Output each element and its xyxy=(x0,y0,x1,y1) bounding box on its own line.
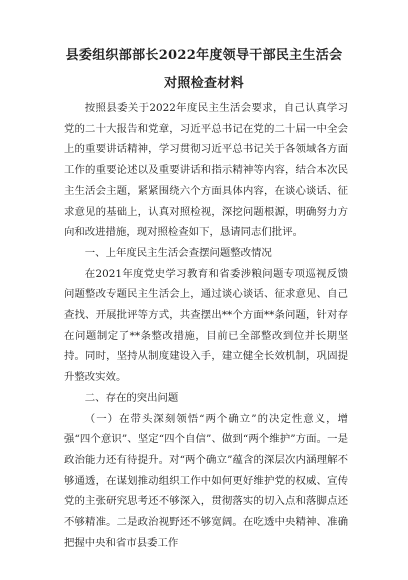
section1-paragraph: 在2021年度党史学习教育和省委涉粮问题专项巡视反馈问题整改专题民主生活会上，通过谈心谈话、征求意见、自己查找、开展批评等方式，共查摆出**个方面**条问题，针对存在问题制定了**条整改措施，目前已全部整改到位并长期坚持。同时，坚持从制度建设入手，建立健全长效机制，巩固提升整改实效。 xyxy=(64,267,348,384)
section-heading-1: 一、上年度民主生活会查摆问题整改情况 xyxy=(84,246,272,259)
section2-paragraph: （一）在带头深刻领悟“两个确立”的决定性意义，增强“四个意识”、坚定“四个自信”、做到“两个维护”方面。一是政治能力还有待提升。对“两个确立”蕴含的深层次内涵理解不够通透，在谋划推动组织工作中如何更好维护党的权威、宣传党的主张研究思考还不够深入，贯彻落实的切入点和落脚点还不够精准。二是政治视野还不够宽阔。在吃透中央精神、准确把握中央和省市县委工作 xyxy=(64,412,348,549)
section-heading-2: 二、存在的突出问题 xyxy=(84,391,179,404)
document-subtitle: 对照检查材料 xyxy=(164,76,244,91)
document-title: 县委组织部部长2022年度领导干部民主生活会 xyxy=(65,48,343,63)
intro-paragraph: 按照县委关于2022年度民主生活会要求，自己认真学习党的二十大报告和党章，习近平总书记在党的二十届一中全会上的重要讲话精神，学习贯彻习近平总书记关于各领域各方面工作的重要论述以及重要讲话和指示精神等内容，结合本次民主生活会主题，紧紧围绕六个方面具体内容，在谈心谈话、征求意见的基础上，认真对照检视，深挖问题根源，明确努力方向和改进措施，现对照检查如下，恳请同志们批评。 xyxy=(64,102,348,239)
document-body xyxy=(64,98,348,553)
